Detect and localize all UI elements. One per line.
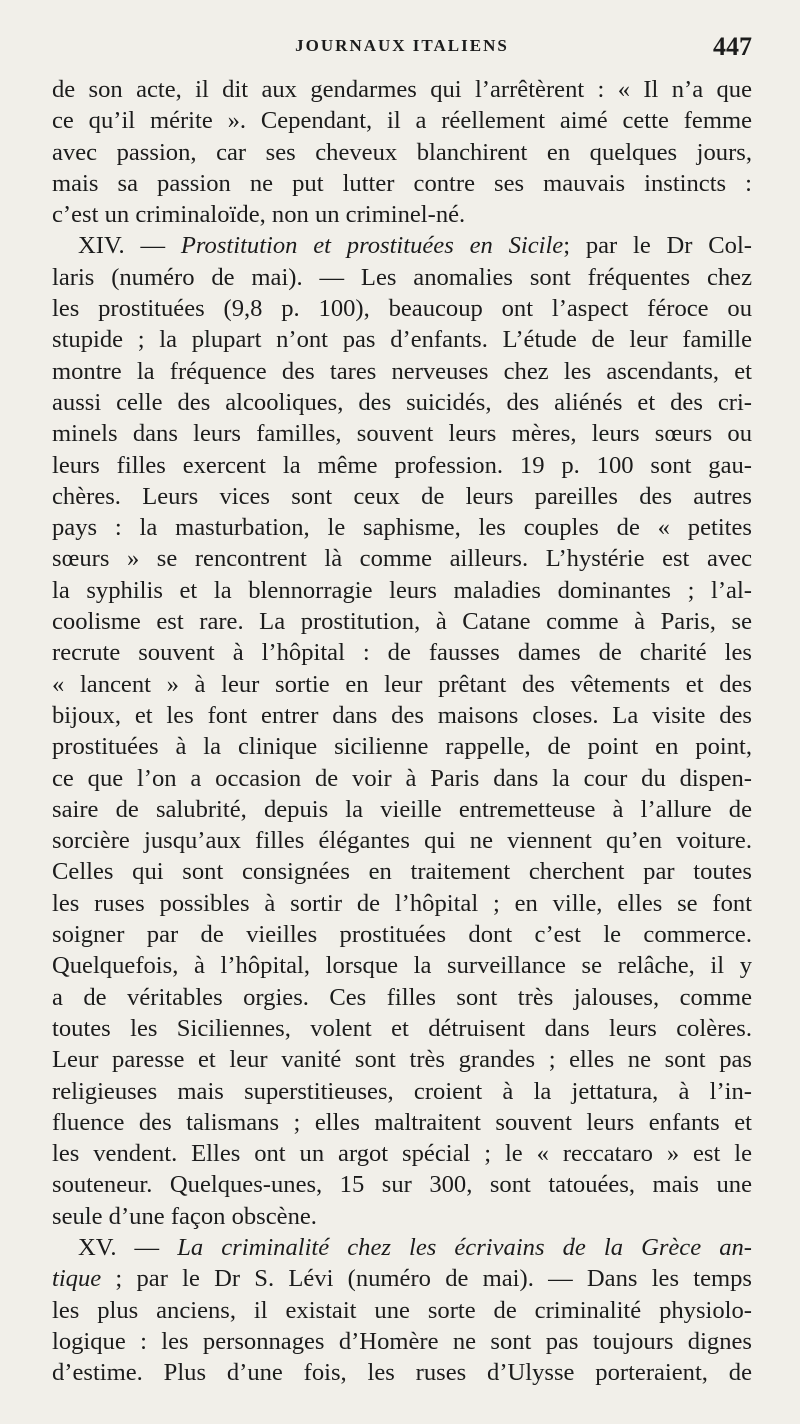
section-number: XV. — xyxy=(78,1233,178,1261)
text-line xyxy=(52,137,752,168)
text-line xyxy=(52,1232,752,1263)
text-line xyxy=(52,105,752,136)
article-title: La criminalité chez les écrivains de la Grèce an- xyxy=(177,1233,752,1261)
line-text: les ruses possibles à sortir de l’hôpital ; en ville, elles se font xyxy=(52,889,752,917)
text-line xyxy=(52,1295,752,1326)
line-text: minels dans leurs familles, souvent leurs mères, leurs sœurs ou xyxy=(52,420,752,448)
text-line xyxy=(52,700,752,731)
text-line xyxy=(52,575,752,606)
line-text: saire de salubrité, depuis la vieille entremetteuse à l’allure de xyxy=(52,795,752,823)
text-line xyxy=(52,230,752,261)
line-text: stupide ; la plupart n’ont pas d’enfants. L’étude de leur famille xyxy=(52,326,752,354)
text-line xyxy=(52,856,752,887)
line-text: sorcière jusqu’aux filles élégantes qui ne viennent qu’en voiture. xyxy=(52,827,752,855)
text-line xyxy=(52,262,752,293)
line-text: recrute souvent à l’hôpital : de fausses dames de charité les xyxy=(52,639,752,667)
text-line xyxy=(52,543,752,574)
line-text: Quelquefois, à l’hôpital, lorsque la surveillance se relâche, il y xyxy=(52,952,752,980)
text-line xyxy=(52,982,752,1013)
line-text: souteneur. Quelques-unes, 15 sur 300, sont tatouées, mais une xyxy=(52,1171,752,1199)
line-text: Leur paresse et leur vanité sont très grandes ; elles ne sont pas xyxy=(52,1046,752,1074)
line-text: laris (numéro de mai). — Les anomalies sont fréquentes chez xyxy=(52,263,752,291)
line-text: « lancent » à leur sortie en leur prêtant des vêtements et des xyxy=(52,670,752,698)
line-text: les vendent. Elles ont un argot spécial ; le « reccataro » est le xyxy=(52,1140,752,1168)
line-text: religieuses mais superstitieuses, croient à la jettatura, à l’in- xyxy=(52,1077,752,1105)
text-line xyxy=(52,1044,752,1075)
line-text: logique : les personnages d’Homère ne sont pas toujours dignes xyxy=(52,1327,752,1355)
line-text: toutes les Siciliennes, volent et détruisent dans leurs colères. xyxy=(52,1014,752,1042)
text-line xyxy=(52,606,752,637)
running-title: JOURNAUX ITALIENS xyxy=(295,36,509,55)
text-line xyxy=(52,1076,752,1107)
line-text: soigner par de vieilles prostituées dont c’est le commerce. xyxy=(52,921,752,949)
text-line xyxy=(52,450,752,481)
text-line xyxy=(52,794,752,825)
line-text: d’estime. Plus d’une fois, les ruses d’Ulysse porteraient, de xyxy=(52,1359,752,1387)
text-line xyxy=(52,356,752,387)
line-text: aussi celle des alcooliques, des suicidés, des aliénés et des cri- xyxy=(52,388,752,416)
text-line xyxy=(52,418,752,449)
line-text: ; par le Dr S. Lévi (numéro de mai). — Dans les temps xyxy=(101,1265,752,1293)
body-text xyxy=(52,74,752,1388)
line-text: c’est un criminaloïde, non un criminel-né. xyxy=(52,201,466,229)
text-line xyxy=(52,919,752,950)
line-text: prostituées à la clinique sicilienne rappelle, de point en point, xyxy=(52,733,752,761)
text-line xyxy=(52,731,752,762)
line-text: a de véritables orgies. Ces filles sont très jalouses, comme xyxy=(52,983,752,1011)
text-line xyxy=(52,763,752,794)
text-line xyxy=(52,199,752,230)
text-line xyxy=(52,1107,752,1138)
text-line xyxy=(52,888,752,919)
text-line xyxy=(52,74,752,105)
text-line xyxy=(52,1013,752,1044)
line-text: montre la fréquence des tares nerveuses chez les ascendants, et xyxy=(52,357,752,385)
text-line xyxy=(52,1263,752,1294)
line-text: leurs filles exercent la même profession. 19 p. 100 sont gau- xyxy=(52,451,752,479)
line-text: bijoux, et les font entrer dans des maisons closes. La visite des xyxy=(52,701,752,729)
text-line xyxy=(52,293,752,324)
line-text: Celles qui sont consignées en traitement cherchent par toutes xyxy=(52,858,752,886)
line-text: fluence des talismans ; elles maltraitent souvent leurs enfants et xyxy=(52,1108,752,1136)
line-text: sœurs » se rencontrent là comme ailleurs. L’hystérie est avec xyxy=(52,545,752,573)
line-text: seule d’une façon obscène. xyxy=(52,1202,317,1230)
text-line xyxy=(52,1326,752,1357)
page-number: 447 xyxy=(713,32,752,61)
line-text: mais sa passion ne put lutter contre ses mauvais instincts : xyxy=(52,169,752,197)
text-line xyxy=(52,1201,752,1232)
article-title: tique xyxy=(52,1265,102,1293)
text-line xyxy=(52,168,752,199)
article-title: Prostitution et prostituées en Sicile xyxy=(180,232,564,260)
line-text: les plus anciens, il existait une sorte de criminalité physiolo- xyxy=(52,1296,752,1324)
text-line xyxy=(52,669,752,700)
page-header xyxy=(52,30,752,70)
line-text: les prostituées (9,8 p. 100), beaucoup ont l’aspect féroce ou xyxy=(52,295,752,323)
line-text: pays : la masturbation, le saphisme, les couples de « petites xyxy=(52,514,752,542)
text-line xyxy=(52,387,752,418)
text-line xyxy=(52,637,752,668)
line-text: coolisme est rare. La prostitution, à Catane comme à Paris, se xyxy=(52,608,752,636)
line-text: ; par le Dr Col- xyxy=(563,232,752,260)
text-line xyxy=(52,512,752,543)
text-line xyxy=(52,324,752,355)
line-text: ce que l’on a occasion de voir à Paris dans la cour du dispen- xyxy=(52,764,752,792)
text-line xyxy=(52,825,752,856)
line-text: la syphilis et la blennorragie leurs maladies dominantes ; l’al- xyxy=(52,576,752,604)
line-text: de son acte, il dit aux gendarmes qui l’arrêtèrent : « Il n’a que xyxy=(52,76,752,103)
text-line xyxy=(52,1138,752,1169)
text-line xyxy=(52,481,752,512)
text-line xyxy=(52,1357,752,1388)
line-text: avec passion, car ses cheveux blanchirent en quelques jours, xyxy=(52,138,752,166)
line-text: chères. Leurs vices sont ceux de leurs pareilles des autres xyxy=(52,482,752,510)
line-text: ce qu’il mérite ». Cependant, il a réellement aimé cette femme xyxy=(52,107,752,135)
section-number: XIV. — xyxy=(78,232,181,260)
text-line xyxy=(52,950,752,981)
text-line xyxy=(52,1169,752,1200)
